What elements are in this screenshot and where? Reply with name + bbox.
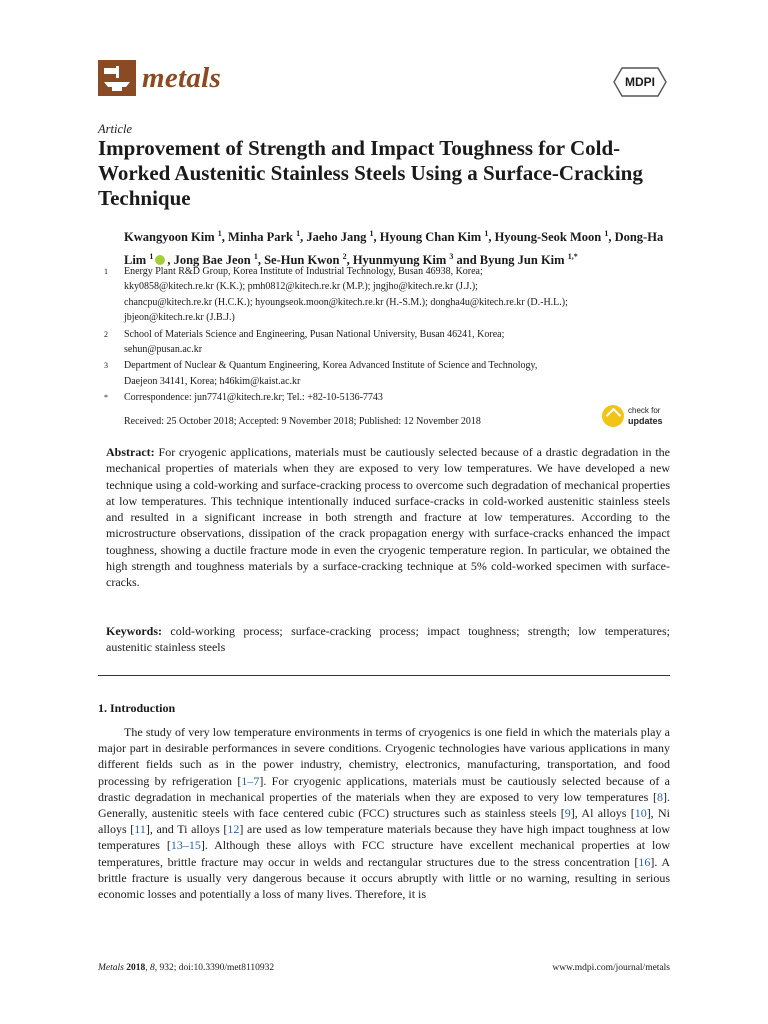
affiliation-line: Energy Plant R&D Group, Korea Institute of Industrial Technology, Busan 46938, Korea; xyxy=(124,266,483,277)
author-affiliation-marker: 1 xyxy=(484,229,489,238)
footer-citation: Metals 2018, 8, 932; doi:10.3390/met8110932 xyxy=(98,963,275,973)
footer-volume: 8 xyxy=(149,963,155,973)
footer-journal: Metals xyxy=(98,963,124,973)
affiliation-item xyxy=(104,390,684,405)
footer-doi: , 932; doi:10.3390/met8110932 xyxy=(154,963,275,973)
publication-dates: Received: 25 October 2018; Accepted: 9 November 2018; Published: 12 November 2018 xyxy=(124,416,481,427)
affiliation-line: Correspondence: jun7741@kitech.re.kr; Tel.: +82-10-5136-7743 xyxy=(124,392,383,404)
author-name: Se-Hun Kwon xyxy=(264,253,343,268)
keywords-text: cold-working process; surface-cracking process; impact toughness; strength; low temperatures; austenitic stainless steels xyxy=(106,624,671,655)
paragraph-text: ]. For cryogenic applications, materials must be cautiously selected because of a drastic degradation in mechanical properties of the materials when they are exposed to very low temperatures [ xyxy=(98,773,670,804)
anvil-hammer-logo-icon xyxy=(98,60,136,96)
author-affiliation-marker: 1 xyxy=(296,229,301,238)
author-affiliation-marker: 1,* xyxy=(567,252,578,262)
affiliation-marker: * xyxy=(104,393,108,403)
affiliation-line: sehun@pusan.ac.kr xyxy=(124,344,203,356)
author-affiliation-marker: 2 xyxy=(342,252,347,262)
paragraph-text: ] are used as low temperature materials because they have high impact toughness at low temperatures [ xyxy=(98,822,670,853)
section-divider xyxy=(98,675,670,676)
check-updates-icon xyxy=(602,405,624,427)
affiliation-line: kky0858@kitech.re.kr (K.K.); pmh0812@kitech.re.kr (M.P.); jngjho@kitech.re.kr (J.J.); xyxy=(124,281,478,293)
citation-link[interactable]: 10 xyxy=(634,806,647,821)
author-name: Hyunmyung Kim xyxy=(352,253,450,268)
affiliation-item xyxy=(104,264,684,326)
citation-link[interactable]: 8 xyxy=(657,789,663,804)
citation-link[interactable]: 11 xyxy=(134,822,146,837)
affiliation-item xyxy=(104,358,684,389)
citation-link[interactable]: 1–7 xyxy=(241,773,260,788)
journal-name: metals xyxy=(142,61,222,94)
abstract xyxy=(106,444,670,591)
abstract-text: For cryogenic applications, materials must be cautiously selected because of a drastic degradation in the mechanical properties of materials when they are exposed to very low temperatures. We have developed a new technique using a cold-working and surface-cracking process to overcome such degradation of mechanical properties at low temperatures. This technique intentionally induced surface-cracks in cold-worked austenitic stainless steels and resulted in a significant increase in both strength and fracture at low temperatures. According to the microstructure observations, dissipation of the crack propagation energy with surface-cracks enhanced the impact toughness, showing a ductile fracture mode in even the cryogenic temperature region. In particular, we obtained the high strength and toughness materials by a surface-cracking technique at 5% cold-worked specimen with surface-cracks. xyxy=(106,445,670,590)
section-heading-introduction: 1. Introduction xyxy=(98,701,176,715)
affiliation-line: chancpu@kitech.re.kr (H.C.K.); hyoungseok.moon@kitech.re.kr (H.-S.M.); dongha4u@kitech.re.kr (D.-H.L.); xyxy=(124,296,568,308)
paragraph-text: ], and Ti alloys [ xyxy=(145,822,228,837)
check-for-updates-badge[interactable] xyxy=(602,403,670,429)
affiliation-marker: 2 xyxy=(104,329,108,339)
updates-label-line2: updates xyxy=(628,416,663,426)
paragraph-text: ]. Although these alloys with FCC structure have excellent mechanical properties at low temperatures, brittle fracture may occur in welds and rectangular structures due to the stress concentration [ xyxy=(98,838,670,869)
keywords xyxy=(106,623,670,656)
author-separator: , xyxy=(221,230,229,245)
author-separator: and xyxy=(453,253,480,268)
paragraph-text: ], Ni alloys [ xyxy=(98,806,670,837)
author-separator: , xyxy=(167,253,174,268)
author-separator: , xyxy=(608,230,615,245)
affiliation-line: Department of Nuclear & Quantum Engineering, Korea Advanced Institute of Science and Technology, xyxy=(124,360,538,372)
author-affiliation-marker: 1 xyxy=(253,252,258,262)
author-affiliation-marker: 1 xyxy=(217,229,222,238)
author-affiliation-marker: 1 xyxy=(369,229,374,238)
paragraph-text: ]. Generally, austenitic steels with face centered cubic (FCC) structures such as stainless steels [ xyxy=(98,789,670,821)
affiliation-marker: 1 xyxy=(104,267,108,276)
publisher-name: MDPI xyxy=(625,75,655,89)
author-separator: , xyxy=(373,230,380,245)
author-name: Byung Jun Kim xyxy=(479,253,568,268)
footer-year: 2018 xyxy=(126,963,146,973)
affiliation-line: jbjeon@kitech.re.kr (J.B.J.) xyxy=(124,312,235,324)
author-separator: , xyxy=(346,253,353,268)
paragraph-text: ], Al alloys [ xyxy=(570,806,635,821)
author-separator: , xyxy=(257,253,265,268)
introduction-paragraph xyxy=(98,724,670,902)
author-name: Jong Bae Jeon xyxy=(173,253,254,268)
affiliations xyxy=(104,264,684,407)
affiliation-marker: 3 xyxy=(104,361,108,371)
author-affiliation-marker: 3 xyxy=(449,252,454,262)
keywords-label: Keywords: xyxy=(106,624,162,638)
article-type: Article xyxy=(98,122,133,136)
citation-link[interactable]: 12 xyxy=(227,822,240,837)
author-separator: , xyxy=(488,230,495,245)
author-affiliation-marker: 1 xyxy=(604,229,609,238)
author-name: Kwangyoon Kim xyxy=(124,230,218,245)
citation-link[interactable]: 13–15 xyxy=(170,838,201,853)
author-name: Hyoung Chan Kim xyxy=(379,230,485,245)
author-name: Dong-Ha Lim xyxy=(124,230,664,268)
journal-logo[interactable] xyxy=(98,60,221,96)
paragraph-text: The study of very low temperature environments in terms of cryogenics is one field in which the materials play a major part in desirable performances in severe conditions. Cryogenic technologies have various applications in many different fields such as in the power industry, chemistry, electronics, manufacturing, transportation, and food processing by refrigeration [ xyxy=(98,725,670,788)
paragraph-text: ]. A brittle fracture is usually very dangerous because it occurs abruptly with little or no warning, resulting in serious economic losses and potentially a loss of many lives. Therefore, it is xyxy=(98,854,671,902)
affiliation-line: School of Materials Science and Engineering, Pusan National University, Busan 46241, Korea; xyxy=(124,328,505,340)
author-separator: , xyxy=(300,230,307,245)
footer-journal-url[interactable]: www.mdpi.com/journal/metals xyxy=(552,963,670,973)
citation-link[interactable]: 9 xyxy=(564,806,571,821)
affiliation-line: Daejeon 34141, Korea; h46kim@kaist.ac.kr xyxy=(124,375,301,387)
affiliation-item xyxy=(104,327,684,358)
author-affiliation-marker: 1 xyxy=(149,252,154,262)
citation-link[interactable]: 16 xyxy=(638,854,651,869)
author-name: Hyoung-Seok Moon xyxy=(494,230,605,245)
author-name: Jaeho Jang xyxy=(306,230,370,245)
author-name: Minha Park xyxy=(228,230,297,245)
abstract-label: Abstract: xyxy=(106,445,155,459)
updates-label-line1: check for xyxy=(628,406,661,415)
paper-title: Improvement of Strength and Impact Toughness for Cold-Worked Austenitic Stainless Steels Using a Surface-Cracking Technique xyxy=(98,136,643,210)
